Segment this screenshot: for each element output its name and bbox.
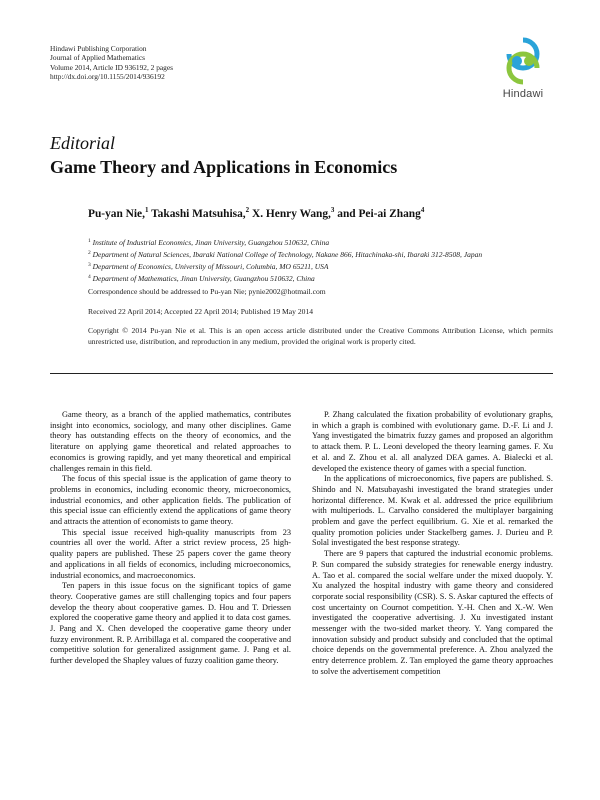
affiliation-text: Department of Natural Sciences, Ibaraki National College of Technology, Nakane 866, Hitachinaka-shi, Ibaraki 312-8508, Japan <box>90 250 483 259</box>
body-paragraph: The focus of this special issue is the application of game theory to problems in economics, including economic theory, microeconomics, industrial economics, and other application fields. The publication of this special issue can efficiently extend the applications of game theory and attracts the attention of economists to game theory. <box>50 474 291 527</box>
volume-info: Volume 2014, Article ID 936192, 2 pages <box>50 62 174 72</box>
article-title: Game Theory and Applications in Economics <box>50 157 398 177</box>
affiliation-number: 2 <box>88 250 91 256</box>
body-paragraph: In the applications of microeconomics, five papers are published. S. Shindo and N. Matsubayashi investigated the brand strategies under horizontal difference. M. Kwak et al. addressed the price equilibrium with multiperiods. L. Carvalho considered the multiplayer bargaining problem and gave the perfect equilibrium. G. Xie et al. remarked the quality promotion policies under Stackelberg games. J. Durieu and P. Solal investigated the best response strategy. <box>312 474 553 548</box>
body-paragraph: There are 9 papers that captured the industrial economic problems. P. Sun compared the subsidy strategies for renewable energy industry. A. Tao et al. compared the social welfare under the mixed duopoly. Y. Xu analyzed the hospital industry with game theory and considered corporate social responsibility (CSR). S. S. Askar captured the effects of cost uncertainty on Cournot competition. Y.-H. Chen and X.-W. Wen investigated the cooperative advertising. J. Xu investigated instant messenger with the two-sided market theory. Y. Yang compared the innovation subsidy and product subsidy and concluded that the optimal choice depends on the governmental preference. A. Zhou analyzed the entry deterrence problem. Z. Tan employed the game theory approaches to solve the advertisement competition <box>312 549 553 676</box>
affiliation-text: Department of Mathematics, Jinan University, Guangzhou 510632, China <box>90 274 315 283</box>
author-name: X. Henry Wang, <box>249 208 331 220</box>
body-column-right <box>312 410 553 678</box>
doi-link[interactable]: http://dx.doi.org/10.1155/2014/936192 <box>50 72 165 82</box>
author-affiliation-marker: 3 <box>330 206 335 214</box>
body-paragraph: Ten papers in this issue focus on the significant topics of game theory. Cooperative games are still challenging topics and four papers develop the theory about cooperative games. D. Hou and T. Driessen explored the cooperative game theory and applied it to data cost games. J. Pang and X. Chen developed the cooperative game theory under fuzzy environment. R. P. Arribillaga et al. compared the cooperative and competitive solution for generalized assignment game. J. Pang et al. further developed the Shapley values of fuzzy coalition game theory. <box>50 581 291 666</box>
author-name: and Pei-ai Zhang <box>334 208 421 220</box>
journal-name: Journal of Applied Mathematics <box>50 53 146 63</box>
affiliation-number: 3 <box>88 262 91 268</box>
hindawi-logo <box>493 36 553 102</box>
author-affiliation-marker: 4 <box>420 206 425 214</box>
author-list <box>88 206 424 220</box>
author-name: Pu-yan Nie, <box>88 208 145 220</box>
logo-text: Hindawi <box>502 88 544 100</box>
affiliation-text: Institute of Industrial Economics, Jinan University, Guangzhou 510632, China <box>90 238 330 247</box>
affiliation-item <box>88 260 482 272</box>
article-dates: Received 22 April 2014; Accepted 22 April 2014; Published 19 May 2014 <box>88 307 314 316</box>
hindawi-logo-icon <box>499 36 547 86</box>
affiliation-item <box>88 272 482 284</box>
affiliation-list <box>88 236 482 284</box>
author-affiliation-marker: 2 <box>245 206 250 214</box>
publisher-name: Hindawi Publishing Corporation <box>50 44 147 53</box>
correspondence-note: Correspondence should be addressed to Pu-yan Nie; pynie2002@hotmail.com <box>88 287 326 296</box>
affiliation-item <box>88 248 482 260</box>
author-name: Takashi Matsuhisa, <box>148 208 246 220</box>
author-affiliation-marker: 1 <box>144 206 149 214</box>
body-paragraph: Game theory, as a branch of the applied mathematics, contributes insight into economics, sociology, and many other disciplines. Game theory has outstanding effects on the theory of economics, and the literature on applying game theoretical and related approaches to economics is growing rapidly, and yet many theoretical and empirical challenges remain in this field. <box>50 410 291 473</box>
copyright-notice: Copyright © 2014 Pu-yan Nie et al. This is an open access article distributed under the Creative Commons Attribution License, which permits unrestricted use, distribution, and reproduction in any medium, provided the original work is properly cited. <box>88 326 553 346</box>
body-column-left <box>50 410 291 667</box>
section-label: Editorial <box>50 133 116 153</box>
affiliation-number: 4 <box>88 274 91 280</box>
publication-info <box>50 44 173 82</box>
header-divider <box>50 373 553 374</box>
affiliation-item <box>88 236 482 248</box>
affiliation-text: Department of Economics, University of Missouri, Columbia, MO 65211, USA <box>90 262 329 271</box>
body-paragraph: P. Zhang calculated the fixation probability of evolutionary graphs, in which a graph is combined with evolutionary game. D.-F. Li and J. Yang investigated the bimatrix fuzzy games and proposed an algorithm to attack them. P. L. Leoni developed the theory learning games. F. Xu et al. and Z. Zhou et al. all analyzed DEA games. A. Bialecki et al. developed the existence theory of games with a special function. <box>312 410 553 473</box>
body-paragraph: This special issue received high-quality manuscripts from 23 countries all over the world. After a strict review process, 25 high-quality papers are published. These 25 papers cover the game theory and applications in all fields of economics, including microeconomics, industrial economics, and macroeconomics. <box>50 527 291 580</box>
affiliation-number: 1 <box>88 238 91 244</box>
